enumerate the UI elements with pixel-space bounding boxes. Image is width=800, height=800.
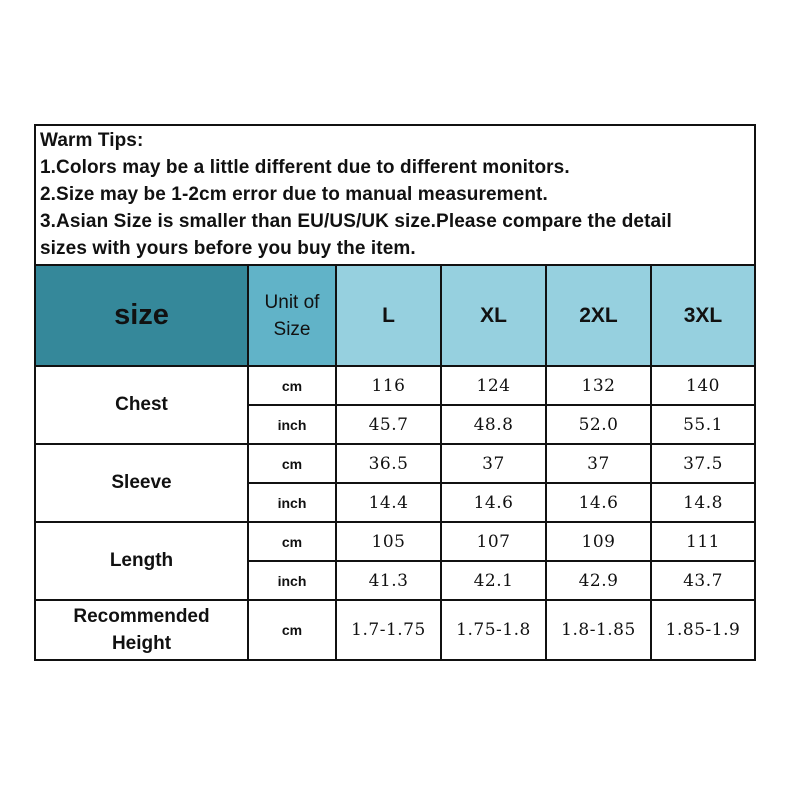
recommended-label-line-2: Height: [111, 633, 172, 654]
warm-tips-box: [34, 124, 756, 264]
column-header-xl: XL: [441, 265, 546, 366]
value-cell: 43.7: [651, 561, 755, 600]
table-row: [35, 444, 755, 483]
unit-cell: cm: [248, 444, 336, 483]
tip-line-1: 1.Colors may be a little different due to different monitors.: [40, 157, 570, 178]
value-cell: 132: [546, 366, 651, 405]
value-cell: 42.1: [441, 561, 546, 600]
table-row: [35, 366, 755, 405]
tip-line-3: 3.Asian Size is smaller than EU/US/UK size.Please compare the detail: [40, 211, 672, 232]
unit-cell: cm: [248, 522, 336, 561]
unit-cell: inch: [248, 483, 336, 522]
value-cell: 1.7-1.75: [336, 600, 441, 660]
size-header-cell: [35, 265, 248, 366]
value-cell: 107: [441, 522, 546, 561]
value-cell: 37.5: [651, 444, 755, 483]
table-row-recommended-height: [35, 600, 755, 660]
unit-cell: inch: [248, 405, 336, 444]
value-cell: 124: [441, 366, 546, 405]
table-row: [35, 522, 755, 561]
value-cell: 42.9: [546, 561, 651, 600]
tip-line-2: 2.Size may be 1-2cm error due to manual measurement.: [40, 184, 548, 205]
value-cell: 14.6: [441, 483, 546, 522]
value-cell: 111: [651, 522, 755, 561]
unit-cell: inch: [248, 561, 336, 600]
value-cell: 116: [336, 366, 441, 405]
value-cell: 14.8: [651, 483, 755, 522]
unit-header-cell: [248, 265, 336, 366]
size-header-label: size: [114, 299, 169, 331]
value-cell: 109: [546, 522, 651, 561]
row-label-sleeve: Sleeve: [35, 444, 248, 522]
unit-header-line-2: Size: [273, 318, 311, 340]
value-cell: 36.5: [336, 444, 441, 483]
value-cell: 37: [546, 444, 651, 483]
value-cell: 1.85-1.9: [651, 600, 755, 660]
recommended-label-line-1: Recommended: [73, 606, 210, 627]
value-cell: 37: [441, 444, 546, 483]
value-cell: 55.1: [651, 405, 755, 444]
warm-tips-title: Warm Tips:: [40, 130, 144, 151]
table-header-row: [35, 265, 755, 366]
unit-cell: cm: [248, 600, 336, 660]
value-cell: 41.3: [336, 561, 441, 600]
column-header-3xl: 3XL: [651, 265, 755, 366]
value-cell: 14.6: [546, 483, 651, 522]
row-label-length: Length: [35, 522, 248, 600]
value-cell: 45.7: [336, 405, 441, 444]
unit-header-line-1: Unit of: [264, 291, 320, 313]
value-cell: 140: [651, 366, 755, 405]
column-header-l: L: [336, 265, 441, 366]
value-cell: 105: [336, 522, 441, 561]
row-label-chest: Chest: [35, 366, 248, 444]
size-chart-table: [34, 264, 756, 661]
value-cell: 52.0: [546, 405, 651, 444]
value-cell: 14.4: [336, 483, 441, 522]
value-cell: 1.75-1.8: [441, 600, 546, 660]
column-header-2xl: 2XL: [546, 265, 651, 366]
value-cell: 48.8: [441, 405, 546, 444]
row-label-recommended-height: [35, 600, 248, 660]
unit-cell: cm: [248, 366, 336, 405]
value-cell: 1.8-1.85: [546, 600, 651, 660]
tip-line-4: sizes with yours before you buy the item.: [40, 238, 416, 259]
